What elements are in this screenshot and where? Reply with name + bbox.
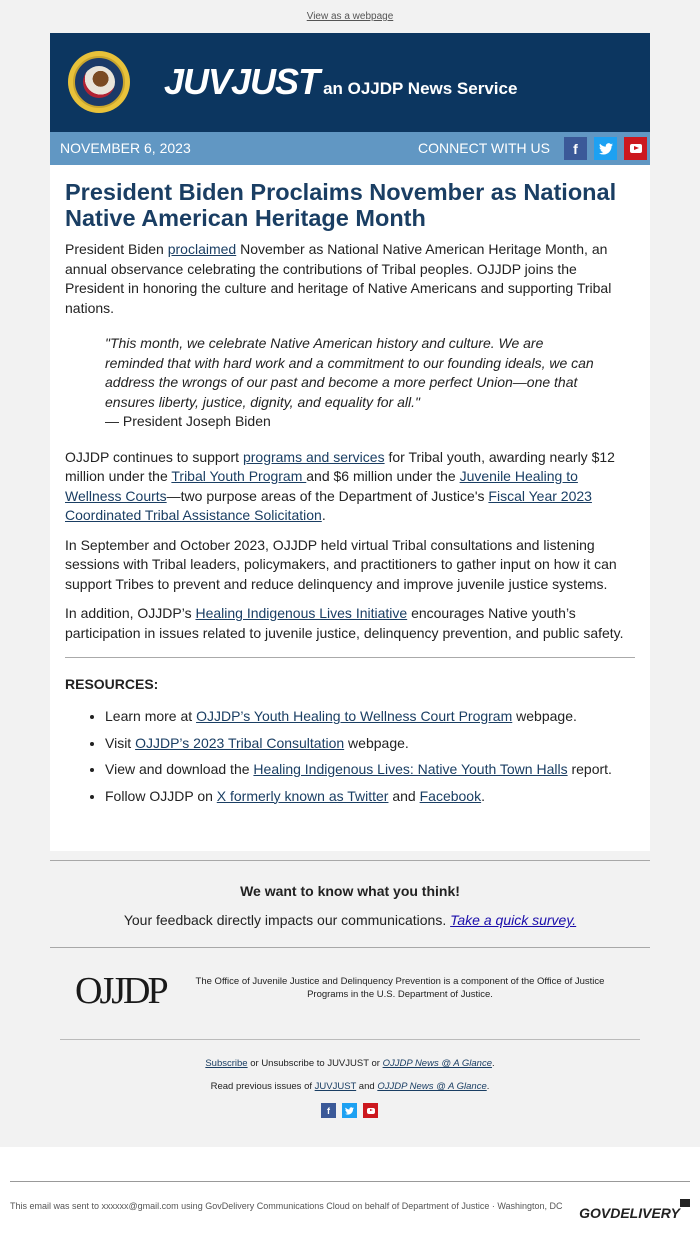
resources-heading: RESOURCES: (65, 676, 159, 692)
list-item: • View and download the Healing Indigenous Lives: Native Youth Town Halls report. (105, 760, 635, 779)
quote-attribution: — President Joseph Biden (105, 413, 271, 429)
news-glance-archive-link[interactable]: OJJDP News @ A Glance (377, 1081, 487, 1092)
view-as-webpage-link[interactable]: View as a webpage (306, 11, 394, 22)
ojjdp-logo: OJJDP (75, 970, 166, 1012)
wellness-court-program-link[interactable]: OJJDP’s Youth Healing to Wellness Court Program (196, 708, 513, 724)
govdelivery-logo[interactable]: GOVDELIVERY (579, 1205, 680, 1221)
resources-list (65, 707, 635, 806)
sent-notice: This email was sent to xxxxxx@gmail.com using GovDelivery Communications Cloud on behalf of Department of Justice · Washington, DC (10, 1201, 563, 1211)
programs-services-link[interactable]: programs and services (242, 448, 385, 465)
date-bar (50, 132, 650, 165)
quote-text: "This month, we celebrate Native American history and culture. We are reminded that with hard work and a commitment to our founding ideals, we can address the wrongs of our past and become a more perfect Union—one that ensures liberty, justice, dignity, and equality for all." (105, 335, 594, 410)
feedback-heading: We want to know what you think! (240, 883, 460, 899)
town-halls-report-link[interactable]: Healing Indigenous Lives: Native Youth Town Halls (253, 761, 568, 777)
divider (65, 657, 635, 658)
view-as-webpage-row (0, 11, 700, 22)
paragraph-funding: OJJDP continues to support programs and services for Tribal youth, awarding nearly $12 million under the Tribal Youth Program and $6 million under the Juvenile Healing to Wellness Courts—two purpose areas of the Department of Justice's Fiscal Year 2023 Coordinated Tribal Assistance Solicitation. (65, 448, 615, 523)
list-item: • Learn more at OJJDP’s Youth Healing to Wellness Court Program webpage. (105, 707, 635, 726)
ctas-solicitation-link[interactable]: Fiscal Year 2023 Coordinated Tribal Assistance Solicitation (65, 487, 592, 523)
x-twitter-link[interactable]: X formerly known as Twitter (216, 787, 389, 804)
social-links (564, 137, 647, 160)
news-at-a-glance-link[interactable]: OJJDP News @ A Glance (382, 1058, 492, 1069)
feedback-section (50, 860, 650, 948)
paragraph-initiative: In addition, OJJDP’s Healing Indigenous Lives Initiative encourages Native youth’s participation in issues related to juvenile justice, delinquency prevention, and public safety. (65, 605, 624, 641)
juvjust-archive-link[interactable]: JUVJUST (314, 1081, 357, 1092)
org-section (60, 965, 640, 1040)
healing-wellness-courts-link[interactable]: Juvenile Healing to Wellness Courts (65, 468, 578, 504)
connect-label: CONNECT WITH US (418, 140, 550, 156)
healing-indigenous-lives-link[interactable]: Healing Indigenous Lives Initiative (195, 605, 408, 621)
org-description: The Office of Juvenile Justice and Delinquency Prevention is a component of the Office of Justice Programs in the U.S. Department of Justice. (195, 976, 605, 1000)
proclaimed-link[interactable]: proclaimed (167, 241, 237, 257)
envelope-icon (680, 1199, 690, 1207)
email-container (50, 33, 650, 851)
subscribe-link[interactable]: Subscribe (205, 1058, 248, 1069)
issue-date: NOVEMBER 6, 2023 (60, 140, 191, 156)
youtube-icon[interactable] (363, 1103, 378, 1118)
article-body (50, 165, 650, 851)
facebook-icon[interactable]: f (564, 137, 587, 160)
president-quote (105, 334, 595, 432)
brand-sub: an OJJDP News Service (323, 79, 518, 98)
list-item: • Follow OJJDP on X formerly known as Twitter and Facebook. (105, 787, 635, 806)
paragraph-intro: President Biden proclaimed November as National Native American Heritage Month, an annual observance celebrating the contributions of Tribal peoples. OJJDP joins the President in honoring the culture and heritage of Native Americans and supporting Tribal nations. (65, 241, 612, 316)
list-item: • Visit OJJDP’s 2023 Tribal Consultation webpage. (105, 734, 635, 753)
subscribe-line: Subscribe or Unsubscribe to JUVJUST or OJJDP News @ A Glance. (205, 1058, 495, 1069)
twitter-icon[interactable] (594, 137, 617, 160)
brand-title (164, 61, 517, 103)
tribal-consultation-link[interactable]: OJJDP’s 2023 Tribal Consultation (135, 734, 345, 751)
brand-main: JUVJUST (164, 61, 320, 102)
divider (10, 1181, 690, 1182)
twitter-icon[interactable] (342, 1103, 357, 1118)
article-title: President Biden Proclaims November as National Native American Heritage Month (65, 179, 617, 231)
feedback-text: Your feedback directly impacts our communications. Take a quick survey. (123, 912, 577, 928)
youtube-icon[interactable] (624, 137, 647, 160)
paragraph-consultations: In September and October 2023, OJJDP held virtual Tribal consultations and listening sessions with Tribal leaders, policymakers, and practitioners to gather input on how it can support Tribes to prevent and reduce delinquency and improve juvenile justice systems. (65, 536, 617, 592)
previous-issues-line: Read previous issues of JUVJUST and OJJDP News @ A Glance. (210, 1081, 490, 1092)
doj-seal-icon (68, 51, 130, 113)
facebook-link[interactable]: Facebook (419, 787, 482, 804)
survey-link[interactable]: Take a quick survey. (450, 912, 577, 928)
email-header (50, 33, 650, 132)
tribal-youth-program-link[interactable]: Tribal Youth Program (171, 468, 307, 484)
facebook-icon[interactable]: f (321, 1103, 336, 1118)
footer-social-links (321, 1103, 378, 1118)
